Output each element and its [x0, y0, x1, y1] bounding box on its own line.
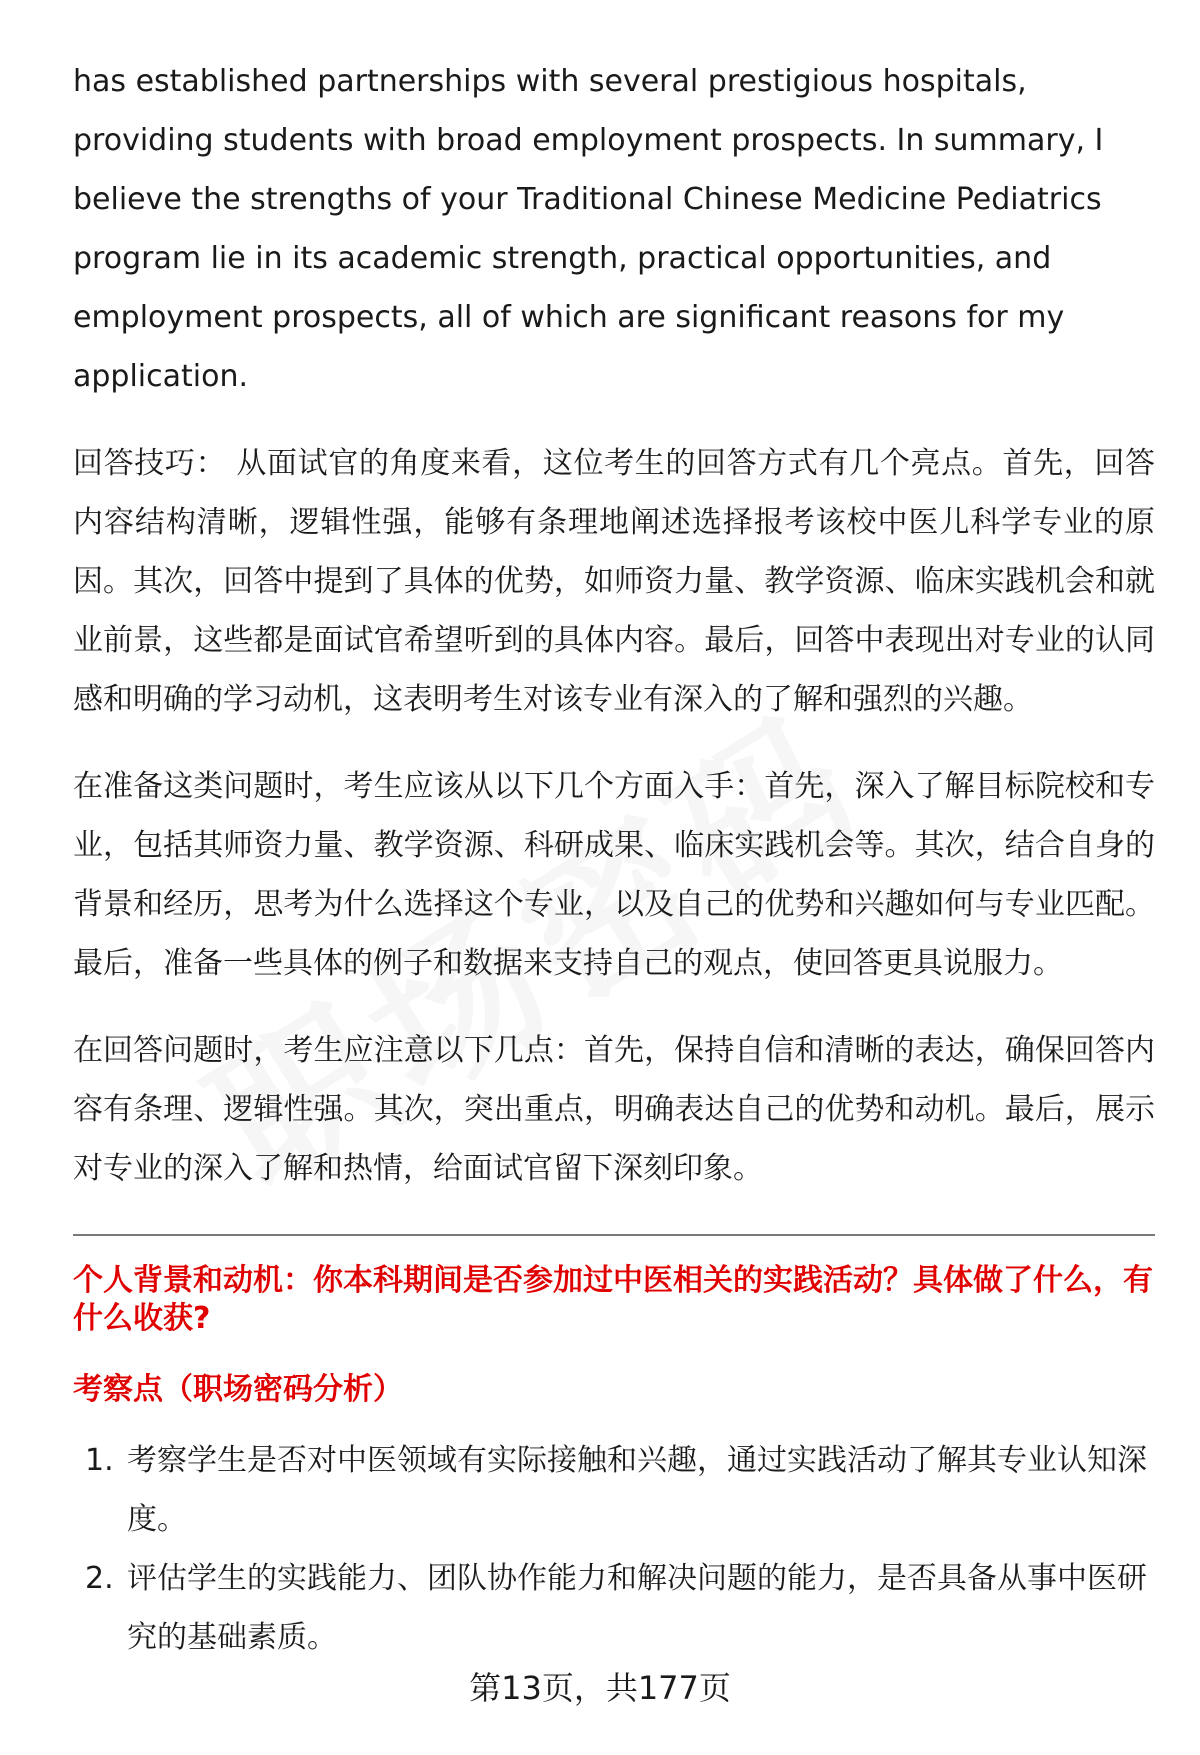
- page-number-footer: 第13页，共177页: [469, 1669, 731, 1707]
- section-divider: [73, 1234, 1155, 1236]
- list-item-number: 1.: [85, 1443, 114, 1478]
- question-heading: 个人背景和动机：你本科期间是否参加过中医相关的实践活动？具体做了什么，有什么收获?: [73, 1263, 1153, 1336]
- paragraph-answering-notes: 在回答问题时，考生应注意以下几点：首先，保持自信和清晰的表达，确保回答内容有条理、逻辑性强。其次，突出重点，明确表达自己的优势和动机。最后，展示对专业的深入了解和热情，给面试官留下深刻印象。: [73, 1033, 1155, 1186]
- list-item-number: 2.: [85, 1561, 114, 1596]
- assessment-points-list: [73, 1431, 1155, 1667]
- paragraph-preparation: 在准备这类问题时，考生应该从以下几个方面入手：首先，深入了解目标院校和专业，包括其师资力量、教学资源、科研成果、临床实践机会等。其次，结合自身的背景和经历，思考为什么选择这个专业，以及自己的优势和兴趣如何与专业匹配。最后，准备一些具体的例子和数据来支持自己的观点，使回答更具说服力。: [73, 769, 1155, 981]
- assessment-points-heading: 考察点（职场密码分析）: [73, 1372, 403, 1407]
- list-item: [73, 1431, 1155, 1549]
- list-item: [73, 1549, 1155, 1667]
- list-item-text: 考察学生是否对中医领域有实际接触和兴趣，通过实践活动了解其专业认知深度。: [127, 1443, 1147, 1537]
- page-content: [73, 52, 1155, 1667]
- list-item-text: 评估学生的实践能力、团队协作能力和解决问题的能力，是否具备从事中医研究的基础素质。: [127, 1561, 1147, 1655]
- paragraph-english-answer: has established partnerships with several prestigious hospitals, providing students with broad employment prospects. In summary, I believe the strengths of your Traditional Chinese Medicine Pediatrics program lie in its academic strength, practical opportunities, and employment prospects, all of which are significant reasons for my application.: [73, 64, 1104, 394]
- paragraph-answer-tips: 回答技巧： 从面试官的角度来看，这位考生的回答方式有几个亮点。首先，回答内容结构清晰，逻辑性强，能够有条理地阐述选择报考该校中医儿科学专业的原因。其次，回答中提到了具体的优势，如师资力量、教学资源、临床实践机会和就业前景，这些都是面试官希望听到的具体内容。最后，回答中表现出对专业的认同感和明确的学习动机，这表明考生对该专业有深入的了解和强烈的兴趣。: [73, 446, 1155, 717]
